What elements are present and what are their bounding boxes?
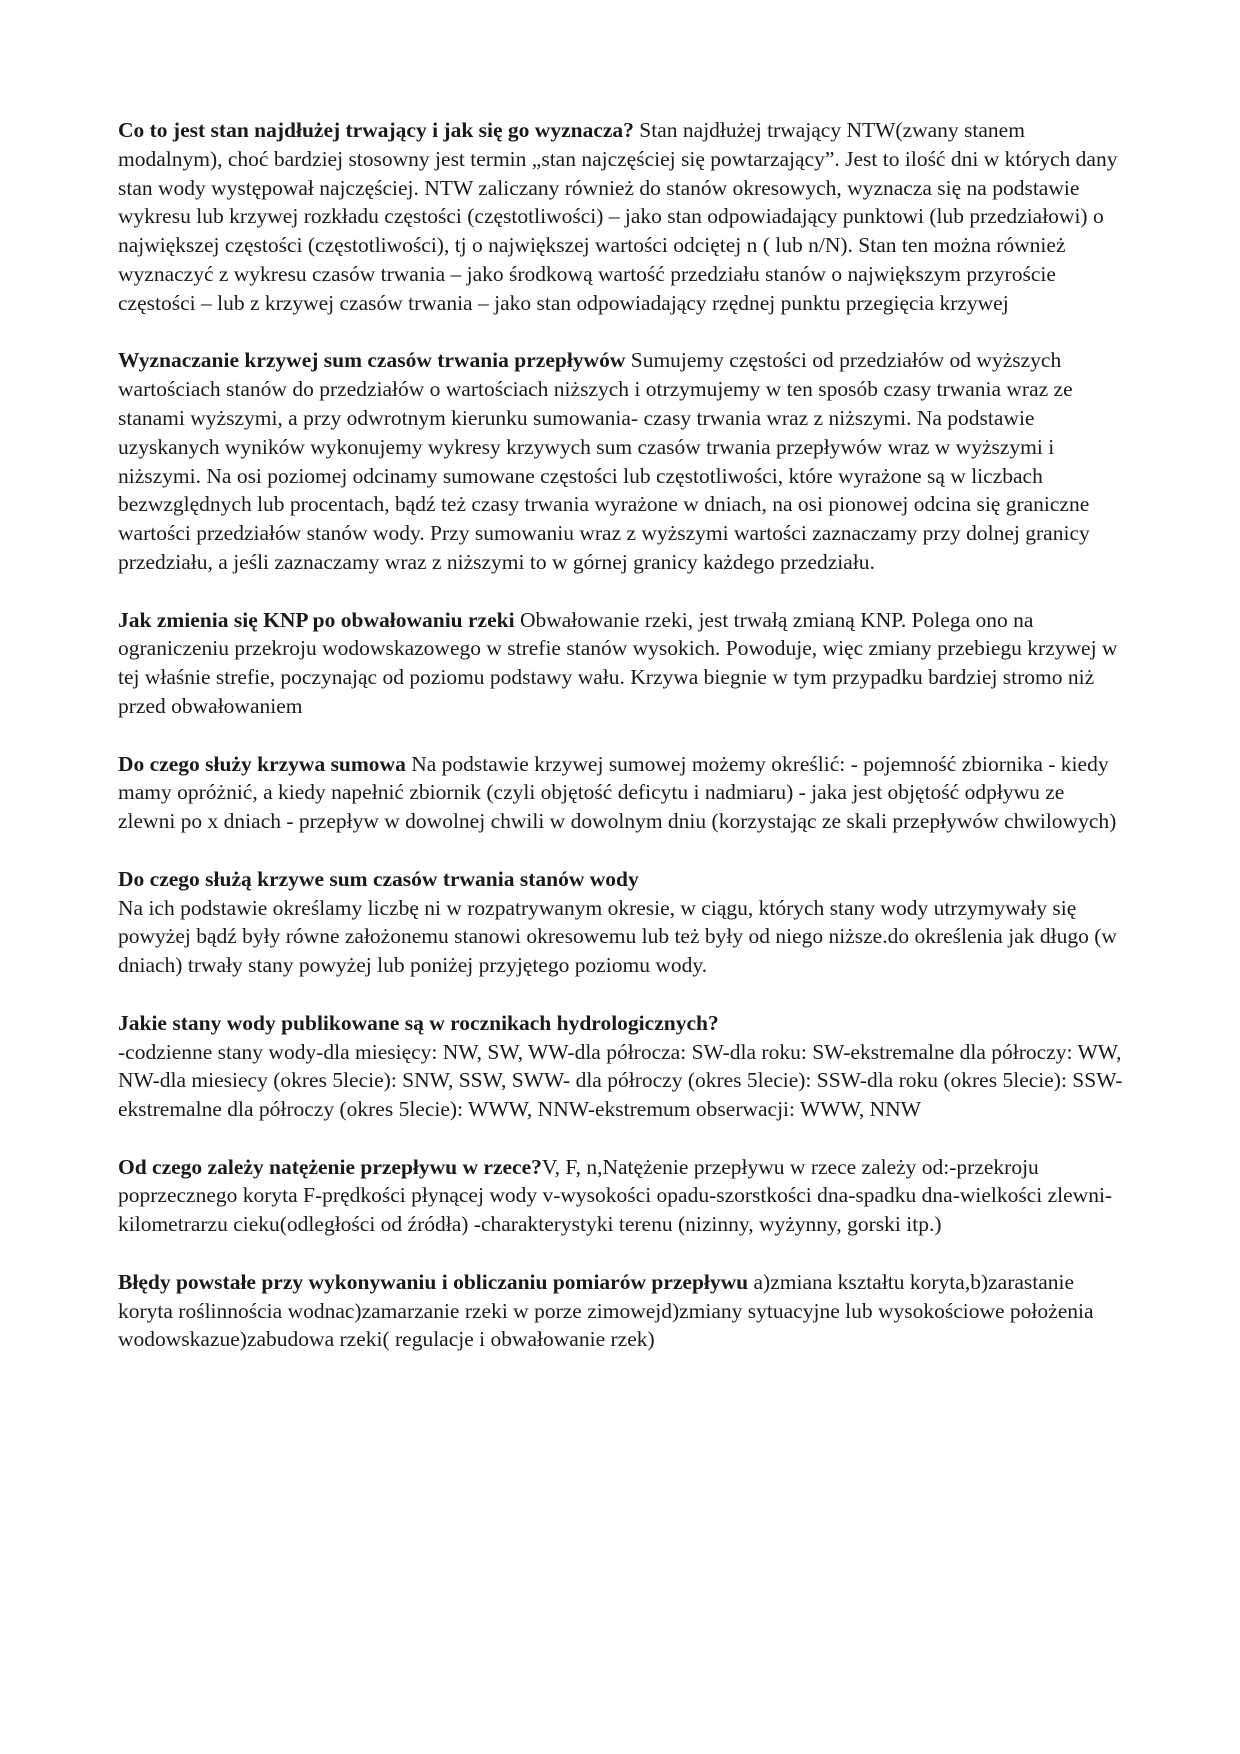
section-body: Stan najdłużej trwający NTW(zwany stanem modalnym), choć bardziej stosowny jest termin „stan najczęściej się powtarzający”. Jest to ilość dni w których dany stan wody występował najczęściej. NTW zaliczany również do stanów okresowych, wyznacza się na podstawie wykresu lub krzywej rozkładu częstości (częstotliwości) – jako stan odpowiadający punktowi (lub przedziałowi) o największej częstości (częstotliwości), tj o największej wartości odciętej n ( lub n/N). Stan ten można również wyznaczyć z wykresu czasów trwania – jako środkową wartość przedziału stanów o największym przyroście częstości – lub z krzywej czasów trwania – jako stan odpowiadający rzędnej punktu przegięcia krzywej	[118, 118, 1118, 315]
section-yearbook-stages	[118, 1009, 1123, 1124]
section-modal-stage	[118, 116, 1123, 318]
section-flow-intensity	[118, 1153, 1123, 1239]
section-cumulative-curve	[118, 750, 1123, 836]
section-body: Sumujemy częstości od przedziałów od wyższych wartościach stanów do przedziałów o wartościach niższych i otrzymujemy w ten sposób czasy trwania wraz ze stanami wyższymi, a przy odwrotnym kierunku sumowania- czasy trwania wraz z niższymi. Na podstawie uzyskanych wyników wykonujemy wykresy krzywych sum czasów trwania przepływów wraz w wyższymi i niższymi. Na osi poziomej odcinamy sumowane częstości lub częstotliwości, które wyrażone są w liczbach bezwzględnych lub procentach, bądź też czasy trwania wyrażone w dniach, na osi pionowej odcina się graniczne wartości przedziałów stanów wody. Przy sumowaniu wraz z wyższymi wartości zaznaczamy przy dolnej granicy przedziału, a jeśli zaznaczamy wraz z niższymi to w górnej granicy każdego przedziału.	[118, 348, 1090, 574]
section-body: Na ich podstawie określamy liczbę ni w rozpatrywanym okresie, w ciągu, których stany wody utrzymywały się powyżej bądź były równe założonemu stanowi okresowemu lub też były od niego niższe.do określenia jak długo (w dniach) trwały stany powyżej lub poniżej przyjętego poziomu wody.	[118, 895, 1117, 978]
section-body: a)zmiana kształtu koryta,b)zarastanie koryta roślinnościa wodnac)zamarzanie rzeki w porze zimowejd)zmiany sytuacyjne lub wysokościowe położenia wodowskazue)zabudowa rzeki( regulacje i obwałowanie rzek)	[118, 1269, 1094, 1352]
section-measurement-errors	[118, 1268, 1123, 1354]
section-body: Obwałowanie rzeki, jest trwałą zmianą KNP. Polega ono na ograniczeniu przekroju wodowskazowego w strefie stanów wysokich. Powoduje, więc zmiany przebiegu krzywej w tej właśnie strefie, poczynając od poziomu podstawy wału. Krzywa biegnie w tym przypadku bardziej stromo niż przed obwałowaniem	[118, 607, 1118, 718]
section-heading: Jakie stany wody publikowane są w rocznikach hydrologicznych?	[118, 1010, 719, 1035]
section-heading: Co to jest stan najdłużej trwający i jak się go wyznacza?	[118, 118, 634, 142]
section-embankment-knp	[118, 606, 1123, 721]
section-body: V, F, n,Natężenie przepływu w rzece zależy od:-przekroju poprzecznego koryta F-prędkości płynącej wody v-wysokości opadu-szorstkości dna-spadku dna-wielkości zlewni-kilometrarzu cieku(odległości od źródła) -charakterystyki terenu (nizinny, wyżynny, gorski itp.)	[118, 1154, 1113, 1237]
section-heading: Jak zmienia się KNP po obwałowaniu rzeki	[118, 607, 515, 632]
section-heading: Wyznaczanie krzywej sum czasów trwania przepływów	[118, 348, 626, 373]
document-page	[118, 116, 1123, 1383]
section-heading: Błędy powstałe przy wykonywaniu i obliczaniu pomiarów przepływu	[118, 1269, 749, 1294]
section-body: Na podstawie krzywej sumowej możemy określić: - pojemność zbiornika - kiedy mamy opróżnić, a kiedy napełnić zbiornik (czyli objętość deficytu i nadmiaru) - jaka jest objętość odpływu ze zlewni po x dniach - przepływ w dowolnej chwili w dowolnym dniu (korzystając ze skali przepływów chwilowych)	[118, 751, 1117, 834]
section-heading: Od czego zależy natężenie przepływu w rzece?	[118, 1154, 542, 1179]
section-duration-curve	[118, 346, 1123, 576]
section-heading: Do czego służą krzywe sum czasów trwania stanów wody	[118, 866, 639, 891]
section-heading: Do czego służy krzywa sumowa	[118, 751, 406, 776]
section-body: -codzienne stany wody-dla miesięcy: NW, SW, WW-dla półrocza: SW-dla roku: SW-ekstremalne dla półroczy: WW, NW-dla miesiecy (okres 5lecie): SNW, SSW, SWW- dla półroczy (okres 5lecie): SSW-dla roku (okres 5lecie): SSW-ekstremalne dla półroczy (okres 5lecie): WWW, NNW-ekstremum obserwacji: WWW, NNW	[118, 1039, 1123, 1122]
section-water-stage-duration	[118, 865, 1123, 980]
